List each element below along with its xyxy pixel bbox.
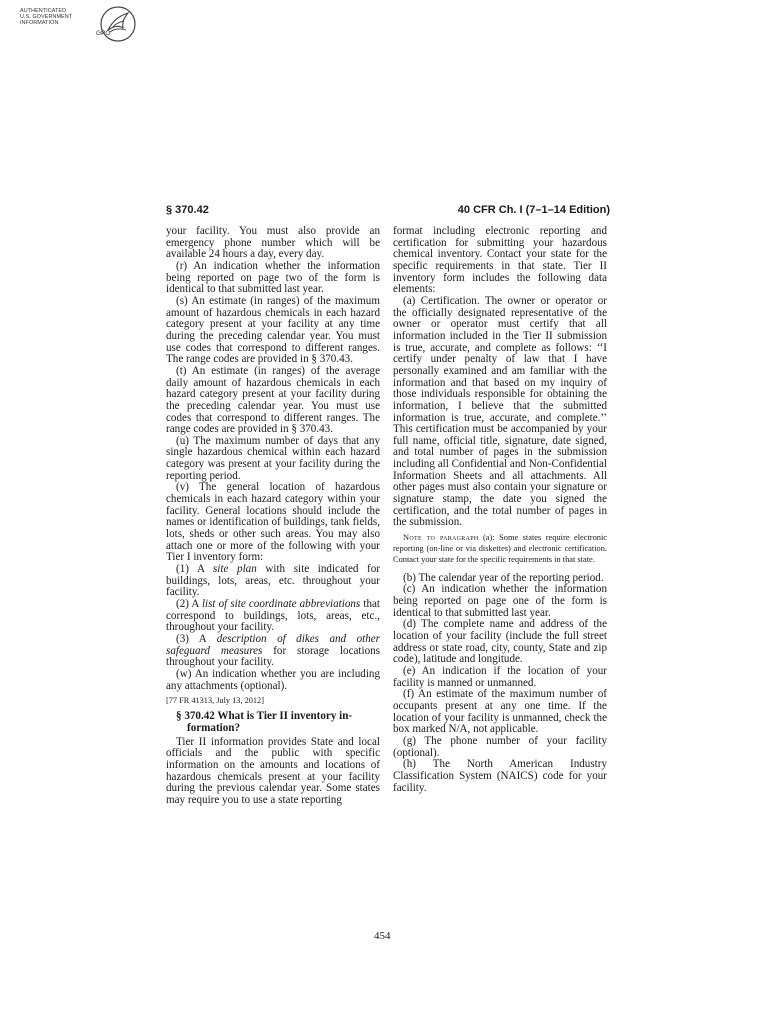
seal-agency: GPO — [96, 30, 111, 37]
section-title-line-1: What is Tier II inventory in- — [217, 710, 353, 723]
header-section-number: § 370.42 — [166, 204, 209, 216]
paragraph-v-3: (3) A description of dikes and other safeguard measures for storage locations throughout your facility. — [166, 632, 381, 669]
section-number: § 370.42 — [176, 710, 215, 723]
paragraph-t: (t) An estimate (in ranges) of the average daily amount of hazardous chemicals in each hazard category present at your facility during the preceding calendar year. You must use codes that correspond to different ranges. The range codes are provided in § 370.43. — [166, 364, 380, 436]
paragraph-g: (g) The phone number of your facility (optional). — [393, 734, 607, 759]
paragraph-e: (e) An indication if the location of your facility is manned or unmanned. — [393, 665, 607, 689]
paragraph-continuation: your facility. You must also provide an emergency phone number which will be available 24 hours a day, every day. — [166, 225, 380, 261]
running-header — [166, 204, 610, 218]
seal-line-1: AUTHENTICATED — [20, 8, 67, 14]
left-column — [166, 226, 380, 807]
paragraph-w: (w) An indication whether you are including any attachments (optional). — [166, 667, 380, 692]
paragraph-f: (f) An estimate of the maximum number of occupants present at any one time. If the location of your facility is unmanned, check the box marked N/A, not applicable. — [393, 688, 607, 736]
seal-line-2: U.S. GOVERNMENT — [20, 14, 73, 20]
note-to-paragraph — [393, 533, 607, 566]
paragraph-v-1: (1) A site plan with site indicated for buildings, lots, areas, etc. throughout your facility. — [166, 563, 380, 599]
federal-register-citation: [77 FR 41313, July 13, 2012] — [166, 696, 264, 706]
section-heading — [166, 711, 380, 734]
gpo-authentication-seal — [20, 4, 145, 50]
paragraph-h: (h) The North American Industry Classification System (NAICS) code for your facility. — [393, 758, 607, 794]
paragraph-continuation: format including electronic reporting and certification for submitting your hazardous chemical inventory. Contact your state for the specific requirements in that state. Tier II inventory form includes the following data elements: — [393, 225, 607, 296]
eagle-seal-icon — [98, 4, 138, 44]
page-number: 454 — [374, 930, 391, 942]
paragraph-s: (s) An estimate (in ranges) of the maximum amount of hazardous chemicals in each hazard category present at your facility at any time during the preceding calendar year. You must use codes that correspond to different ranges. The range codes are provided in § 370.43. — [166, 294, 380, 366]
header-edition: 40 CFR Ch. I (7–1–14 Edition) — [457, 204, 610, 216]
paragraph-r: (r) An indication whether the information being reported on page two of the form is identical to that submitted last year. — [166, 259, 380, 296]
paragraph-tier2-intro: Tier II information provides State and local officials and the public with specific information on the amounts and locations of hazardous chemicals present at your facility during the previous calendar year. Some states may require you to use a state reporting — [166, 735, 380, 806]
paragraph-v-2: (2) A list of site coordinate abbreviations that correspond to buildings, lots, areas, etc., throughout your facility. — [166, 598, 380, 634]
paragraph-a: (a) Certification. The owner or operator or the officially designated representative of the owner or operator must certify that all information included in the Tier II submission is true, accurate, and complete as follows: ‘‘I certify under penalty of law that I have personally examined and am familiar with the information and that based on my inquiry of those individuals responsible for obtaining the information, I believe that the submitted information is true, accurate, and complete.’’ This certification must be accompanied by your full name, official title, signature, date signed, and total number of pages in the submission including all Confidential and Non-Confidential Information Sheets and all attachments. All other pages must also contain your signature or signature stamp, the date you signed the certification, and the total number of pages in the submission. — [393, 294, 607, 529]
paragraph-u: (u) The maximum number of days that any single hazardous chemical within each hazard category was present at your facility during the reporting period. — [166, 434, 380, 482]
paragraph-v: (v) The general location of hazardous chemicals in each hazard category within your facility. General locations should include the names or identification of buildings, tank fields, lots, sheds or other such areas. You may also attach one or more of the following with your Tier I inventory form: — [166, 481, 380, 564]
section-title-line-2: formation? — [187, 721, 240, 734]
paragraph-c: (c) An indication whether the information being reported on page one of the form is identical to that submitted last year. — [393, 583, 607, 619]
note-text: (a): Some states require electronic reporting (on-line or via diskettes) and electronic certification. Contact your state for the specific requirements in that state. — [393, 533, 607, 564]
paragraph-d: (d) The complete name and address of the location of your facility (include the full street address or state road, city, county, State and zip code), latitude and longitude. — [393, 618, 607, 666]
right-column — [393, 226, 607, 794]
seal-line-3: INFORMATION — [20, 20, 59, 26]
note-label: Note to paragraph — [403, 533, 479, 543]
paragraph-b: (b) The calendar year of the reporting period. — [403, 571, 604, 584]
